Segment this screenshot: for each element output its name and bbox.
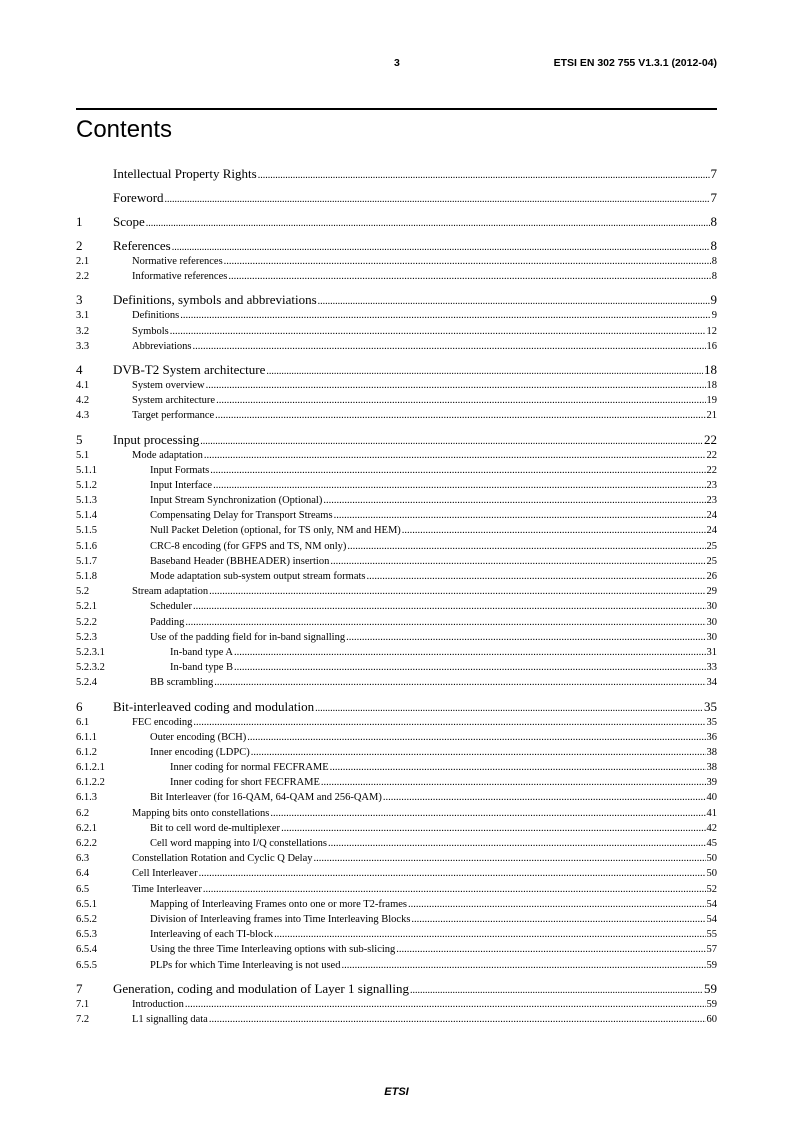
toc-entry-title: Foreword bbox=[113, 190, 164, 205]
toc-entry-page: 8 bbox=[710, 238, 717, 253]
toc-entry-number: 6.1.2 bbox=[76, 746, 97, 758]
toc-entry[interactable] bbox=[76, 408, 717, 423]
toc-leader-dots bbox=[204, 448, 706, 463]
toc-entry-number: 6.2.1 bbox=[76, 822, 97, 834]
toc-leader-dots bbox=[199, 866, 706, 881]
toc-entry[interactable] bbox=[76, 615, 717, 630]
toc-entry-page: 22 bbox=[706, 464, 717, 476]
toc-leader-dots bbox=[209, 584, 705, 599]
toc-entry-title: Scope bbox=[113, 214, 145, 229]
toc-entry-page: 34 bbox=[706, 677, 717, 689]
toc-entry-title: References bbox=[113, 238, 171, 253]
toc-leader-dots bbox=[234, 645, 706, 660]
toc-leader-dots bbox=[203, 882, 706, 897]
toc-entry-page: 30 bbox=[706, 601, 717, 613]
toc-entry[interactable] bbox=[76, 569, 717, 584]
toc-entry[interactable] bbox=[76, 760, 717, 775]
toc-entry-page: 7 bbox=[710, 166, 717, 181]
toc-entry-page: 35 bbox=[704, 698, 717, 714]
toc-entry-number: 2 bbox=[76, 238, 83, 253]
toc-entry-title: Input Interface bbox=[150, 479, 213, 491]
toc-entry-number: 6.4 bbox=[76, 868, 90, 880]
toc-leader-dots bbox=[146, 216, 710, 232]
toc-entry[interactable] bbox=[76, 539, 717, 554]
toc-entry-number: 5.1.1 bbox=[76, 464, 97, 476]
toc-entry-page: 9 bbox=[710, 292, 717, 308]
toc-entry[interactable] bbox=[76, 821, 717, 836]
toc-entry-number: 5.1.5 bbox=[76, 525, 97, 537]
toc-entry-page: 57 bbox=[706, 944, 717, 956]
toc-leader-dots bbox=[213, 478, 705, 493]
toc-entry[interactable] bbox=[76, 630, 717, 645]
toc-entry-number: 5.1.3 bbox=[76, 495, 97, 507]
toc-entry-title: Symbols bbox=[132, 325, 169, 337]
toc-entry-number: 6.1.3 bbox=[76, 792, 97, 804]
toc-entry-number: 2.1 bbox=[76, 256, 90, 267]
toc-entry-number: 5.1 bbox=[76, 449, 90, 461]
toc-entry-page: 35 bbox=[706, 716, 717, 728]
toc-entry[interactable] bbox=[76, 190, 717, 206]
toc-entry-page: 23 bbox=[706, 495, 717, 507]
toc-entry-title: Stream adaptation bbox=[132, 586, 209, 598]
toc-leader-dots bbox=[216, 393, 705, 408]
toc-entry-number: 5.2.3.1 bbox=[76, 646, 105, 658]
toc-entry-number: 5.2.3.2 bbox=[76, 662, 105, 674]
toc-entry[interactable] bbox=[76, 214, 717, 230]
toc-leader-dots bbox=[314, 851, 706, 866]
toc-leader-dots bbox=[224, 254, 711, 269]
toc-leader-dots bbox=[180, 308, 711, 323]
toc-entry-title: System architecture bbox=[132, 395, 216, 407]
toc-entry-number: 4.1 bbox=[76, 379, 90, 391]
toc-entry-page: 52 bbox=[706, 883, 717, 895]
toc-entry-page: 21 bbox=[706, 410, 717, 422]
toc-entry-title: Target performance bbox=[132, 410, 215, 422]
toc-entry-number: 2.2 bbox=[76, 271, 90, 283]
toc-entry-title: Compensating Delay for Transport Streams bbox=[150, 510, 333, 522]
toc-entry-title: Interleaving of each TI-block bbox=[150, 929, 274, 941]
toc-entry-page: 25 bbox=[706, 555, 717, 567]
toc-entry-number: 6.1.2.1 bbox=[76, 762, 105, 774]
toc-entry-title: Scheduler bbox=[150, 601, 192, 613]
toc-leader-dots bbox=[323, 493, 705, 508]
toc-leader-dots bbox=[214, 675, 705, 690]
toc-entry-number: 5 bbox=[76, 431, 83, 447]
toc-leader-dots bbox=[251, 745, 706, 760]
toc-entry-page: 39 bbox=[706, 777, 717, 789]
toc-entry-page: 55 bbox=[706, 929, 717, 941]
toc-leader-dots bbox=[367, 569, 706, 584]
page-number: 3 bbox=[394, 57, 400, 69]
toc-entry-title: DVB-T2 System architecture bbox=[113, 361, 266, 377]
toc-entry-title: In-band type A bbox=[170, 646, 233, 658]
toc-entry-title: Abbreviations bbox=[132, 340, 192, 352]
toc-entry[interactable] bbox=[76, 254, 717, 269]
toc-entry-number: 6.5.3 bbox=[76, 929, 97, 941]
toc-entry-title: Null Packet Deletion (optional, for TS only, NM and HEM) bbox=[150, 525, 401, 537]
toc-leader-dots bbox=[347, 539, 705, 554]
toc-leader-dots bbox=[258, 168, 710, 184]
toc-leader-dots bbox=[193, 715, 705, 730]
toc-entry[interactable] bbox=[76, 675, 717, 690]
toc-entry-title: L1 signalling data bbox=[132, 1013, 208, 1025]
toc-entry[interactable] bbox=[76, 432, 717, 448]
toc-entry-title: System overview bbox=[132, 379, 205, 391]
toc-entry[interactable] bbox=[76, 997, 717, 1012]
toc-entry-number: 5.1.8 bbox=[76, 571, 97, 582]
toc-leader-dots bbox=[334, 508, 706, 523]
toc-entry-number: 4.2 bbox=[76, 395, 90, 407]
toc-entry-title: Input processing bbox=[113, 431, 200, 447]
toc-entry[interactable] bbox=[76, 981, 717, 997]
toc-entry-title: Mode adaptation bbox=[132, 449, 203, 461]
toc-entry-page: 30 bbox=[706, 616, 717, 628]
toc-entry-page: 25 bbox=[706, 540, 717, 552]
toc-entry-number: 6.3 bbox=[76, 853, 90, 865]
toc-entry[interactable] bbox=[76, 897, 717, 912]
toc-entry-number: 6.1 bbox=[76, 716, 90, 728]
toc-entry[interactable] bbox=[76, 378, 717, 393]
toc-entry-page: 8 bbox=[711, 256, 717, 267]
toc-entry-title: Generation, coding and modulation of Layer 1 signalling bbox=[113, 980, 410, 996]
toc-entry-page: 59 bbox=[704, 980, 717, 996]
toc-entry-title: Inner coding for short FECFRAME bbox=[170, 777, 320, 789]
toc-leader-dots bbox=[185, 997, 706, 1012]
toc-entry-number: 6.2.2 bbox=[76, 838, 97, 849]
toc-entry[interactable] bbox=[76, 1012, 717, 1027]
toc-entry-page: 19 bbox=[706, 395, 717, 407]
toc-entry-title: Input Stream Synchronization (Optional) bbox=[150, 495, 323, 507]
toc-leader-dots bbox=[228, 269, 710, 284]
toc-entry-number: 4 bbox=[76, 361, 83, 377]
toc-leader-dots bbox=[396, 942, 705, 957]
header-rule bbox=[76, 108, 717, 110]
toc-entry-number: 6.5 bbox=[76, 883, 90, 895]
toc-entry-page: 22 bbox=[704, 431, 717, 447]
toc-entry-page: 30 bbox=[706, 631, 717, 643]
toc-entry[interactable] bbox=[76, 269, 717, 284]
toc-entry-number: 6.5.5 bbox=[76, 959, 97, 971]
toc-entry[interactable] bbox=[76, 393, 717, 408]
toc-entry[interactable] bbox=[76, 851, 717, 866]
toc-leader-dots bbox=[185, 615, 705, 630]
toc-entry-page: 24 bbox=[706, 525, 717, 537]
toc-entry-title: Baseband Header (BBHEADER) insertion bbox=[150, 555, 330, 567]
toc-entry[interactable] bbox=[76, 339, 717, 354]
toc-leader-dots bbox=[281, 821, 705, 836]
toc-entry[interactable] bbox=[76, 584, 717, 599]
toc-leader-dots bbox=[346, 630, 705, 645]
toc-entry-number: 6.5.2 bbox=[76, 913, 97, 925]
toc-entry[interactable] bbox=[76, 554, 717, 569]
toc-entry[interactable] bbox=[76, 790, 717, 805]
toc-entry-number: 6 bbox=[76, 698, 83, 714]
toc-entry[interactable] bbox=[76, 882, 717, 897]
toc-entry-title: Mapping of Interleaving Frames onto one or more T2-frames bbox=[150, 898, 407, 910]
toc-entry-number: 5.2.4 bbox=[76, 677, 97, 689]
toc-entry-number: 6.2 bbox=[76, 807, 90, 819]
toc-entry-number: 3.1 bbox=[76, 310, 90, 322]
toc-entry[interactable] bbox=[76, 508, 717, 523]
toc-entry-title: Introduction bbox=[132, 998, 184, 1010]
toc-entry[interactable] bbox=[76, 292, 717, 308]
toc-entry[interactable] bbox=[76, 745, 717, 760]
toc-entry-number: 6.1.2.2 bbox=[76, 777, 105, 789]
toc-entry-page: 45 bbox=[706, 838, 717, 849]
toc-entry-number: 5.2.3 bbox=[76, 631, 97, 643]
toc-entry-page: 54 bbox=[706, 913, 717, 925]
toc-entry-page: 38 bbox=[706, 762, 717, 774]
toc-entry-number: 1 bbox=[76, 214, 83, 229]
toc-entry[interactable] bbox=[76, 866, 717, 881]
table-of-contents bbox=[76, 158, 717, 1027]
toc-entry-number: 6.5.4 bbox=[76, 944, 97, 956]
toc-leader-dots bbox=[274, 927, 705, 942]
toc-entry-title: Using the three Time Interleaving options with sub-slicing bbox=[150, 944, 396, 956]
toc-entry-title: In-band type B bbox=[170, 662, 233, 674]
toc-entry-page: 41 bbox=[706, 807, 717, 819]
toc-entry-title: Definitions, symbols and abbreviations bbox=[113, 292, 317, 308]
toc-entry-title: Cell word mapping into I/Q constellations bbox=[150, 838, 328, 849]
toc-entry-title: Bit Interleaver (for 16-QAM, 64-QAM and 256-QAM) bbox=[150, 792, 382, 804]
toc-entry[interactable] bbox=[76, 238, 717, 254]
toc-leader-dots bbox=[270, 806, 705, 821]
toc-entry-title: Padding bbox=[150, 616, 185, 628]
toc-leader-dots bbox=[411, 912, 705, 927]
toc-entry-title: BB scrambling bbox=[150, 677, 214, 689]
toc-entry[interactable] bbox=[76, 523, 717, 538]
toc-entry-page: 38 bbox=[706, 746, 717, 758]
toc-entry-page: 18 bbox=[706, 379, 717, 391]
toc-entry-title: Intellectual Property Rights bbox=[113, 166, 257, 181]
toc-entry-page: 12 bbox=[706, 325, 717, 337]
toc-entry-number: 4.3 bbox=[76, 410, 90, 422]
toc-entry-title: Bit to cell word de-multiplexer bbox=[150, 822, 281, 834]
toc-entry-number: 5.1.4 bbox=[76, 510, 97, 522]
toc-entry-page: 33 bbox=[706, 662, 717, 674]
toc-entry[interactable] bbox=[76, 730, 717, 745]
toc-entry-title: Definitions bbox=[132, 310, 180, 322]
toc-entry[interactable] bbox=[76, 166, 717, 182]
toc-entry[interactable] bbox=[76, 715, 717, 730]
toc-entry[interactable] bbox=[76, 806, 717, 821]
toc-entry-number: 6.5.1 bbox=[76, 898, 97, 910]
page-title: Contents bbox=[76, 116, 173, 143]
toc-entry-page: 36 bbox=[706, 731, 717, 743]
toc-entry-title: Bit-interleaved coding and modulation bbox=[113, 698, 315, 714]
toc-entry-title: Informative references bbox=[132, 271, 228, 283]
toc-leader-dots bbox=[383, 790, 706, 805]
toc-entry-page: 23 bbox=[706, 479, 717, 491]
toc-entry-number: 5.2 bbox=[76, 586, 90, 598]
toc-entry-page: 18 bbox=[704, 361, 717, 377]
toc-leader-dots bbox=[215, 408, 705, 423]
toc-leader-dots bbox=[234, 660, 706, 675]
toc-entry-page: 9 bbox=[711, 310, 717, 322]
toc-entry[interactable] bbox=[76, 660, 717, 675]
toc-entry[interactable] bbox=[76, 448, 717, 463]
toc-entry-title: Mapping bits onto constellations bbox=[132, 807, 270, 819]
toc-entry-number: 5.1.7 bbox=[76, 555, 97, 567]
toc-entry-page: 42 bbox=[706, 822, 717, 834]
toc-entry-title: Inner coding for normal FECFRAME bbox=[170, 762, 329, 774]
toc-entry-number: 6.1.1 bbox=[76, 731, 97, 743]
toc-entry[interactable] bbox=[76, 699, 717, 715]
toc-entry-title: FEC encoding bbox=[132, 716, 193, 728]
toc-entry-title: Use of the padding field for in-band signalling bbox=[150, 631, 346, 643]
toc-entry-title: Outer encoding (BCH) bbox=[150, 731, 247, 743]
toc-entry[interactable] bbox=[76, 599, 717, 614]
toc-entry[interactable] bbox=[76, 775, 717, 790]
toc-entry-page: 8 bbox=[711, 271, 717, 283]
toc-entry-page: 50 bbox=[706, 868, 717, 880]
toc-entry-title: Constellation Rotation and Cyclic Q Delay bbox=[132, 853, 313, 865]
toc-entry[interactable] bbox=[76, 463, 717, 478]
toc-entry-number: 5.1.2 bbox=[76, 479, 97, 491]
toc-leader-dots bbox=[321, 775, 706, 790]
toc-entry-title: Inner encoding (LDPC) bbox=[150, 746, 250, 758]
toc-leader-dots bbox=[330, 554, 705, 569]
toc-entry[interactable] bbox=[76, 478, 717, 493]
toc-entry-number: 7 bbox=[76, 980, 83, 996]
toc-leader-dots bbox=[170, 324, 706, 339]
toc-entry[interactable] bbox=[76, 912, 717, 927]
toc-entry-number: 3 bbox=[76, 292, 83, 308]
toc-entry[interactable] bbox=[76, 927, 717, 942]
toc-entry-page: 31 bbox=[706, 646, 717, 658]
toc-entry-title: Division of Interleaving frames into Time Interleaving Blocks bbox=[150, 913, 411, 925]
footer-etsi: ETSI bbox=[384, 1086, 409, 1098]
toc-entry-number: 7.2 bbox=[76, 1013, 90, 1025]
toc-entry-page: 16 bbox=[706, 340, 717, 352]
toc-entry-title: Normative references bbox=[132, 256, 223, 267]
toc-leader-dots bbox=[193, 339, 706, 354]
toc-entry-page: 60 bbox=[706, 1013, 717, 1025]
toc-entry-title: CRC-8 encoding (for GFPS and TS, NM only) bbox=[150, 540, 347, 552]
toc-entry-page: 59 bbox=[706, 998, 717, 1010]
toc-entry-title: Mode adaptation sub-system output stream formats bbox=[150, 571, 366, 582]
toc-entry-number: 5.2.2 bbox=[76, 616, 97, 628]
toc-leader-dots bbox=[341, 958, 705, 973]
toc-entry[interactable] bbox=[76, 836, 717, 851]
toc-entry[interactable] bbox=[76, 645, 717, 660]
toc-entry-page: 7 bbox=[710, 190, 717, 205]
toc-entry-page: 40 bbox=[706, 792, 717, 804]
toc-leader-dots bbox=[193, 599, 706, 614]
toc-entry-page: 50 bbox=[706, 853, 717, 865]
toc-leader-dots bbox=[247, 730, 705, 745]
toc-entry-page: 22 bbox=[706, 449, 717, 461]
toc-entry[interactable] bbox=[76, 362, 717, 378]
toc-leader-dots bbox=[402, 523, 706, 538]
toc-entry-title: Cell Interleaver bbox=[132, 868, 198, 880]
toc-entry[interactable] bbox=[76, 958, 717, 973]
toc-entry-page: 8 bbox=[710, 214, 717, 229]
document-id: ETSI EN 302 755 V1.3.1 (2012-04) bbox=[553, 57, 717, 69]
toc-entry[interactable] bbox=[76, 942, 717, 957]
toc-leader-dots bbox=[165, 192, 710, 208]
toc-leader-dots bbox=[210, 463, 705, 478]
toc-entry-number: 3.2 bbox=[76, 325, 90, 337]
toc-entry[interactable] bbox=[76, 308, 717, 323]
toc-entry-number: 5.1.6 bbox=[76, 540, 97, 552]
toc-entry[interactable] bbox=[76, 324, 717, 339]
toc-leader-dots bbox=[328, 836, 705, 851]
toc-leader-dots bbox=[408, 897, 706, 912]
toc-entry[interactable] bbox=[76, 493, 717, 508]
toc-leader-dots bbox=[330, 760, 706, 775]
toc-entry-page: 59 bbox=[706, 959, 717, 971]
toc-entry-page: 54 bbox=[706, 898, 717, 910]
toc-leader-dots bbox=[209, 1012, 706, 1027]
toc-entry-title: Input Formats bbox=[150, 464, 210, 476]
toc-entry-number: 7.1 bbox=[76, 998, 90, 1010]
toc-entry-title: PLPs for which Time Interleaving is not used bbox=[150, 959, 341, 971]
toc-entry-page: 26 bbox=[706, 571, 717, 582]
toc-leader-dots bbox=[206, 378, 706, 393]
toc-entry-page: 29 bbox=[706, 586, 717, 598]
toc-entry-number: 3.3 bbox=[76, 340, 90, 352]
toc-entry-title: Time Interleaver bbox=[132, 883, 202, 895]
toc-entry-number: 5.2.1 bbox=[76, 601, 97, 613]
toc-entry-page: 24 bbox=[706, 510, 717, 522]
